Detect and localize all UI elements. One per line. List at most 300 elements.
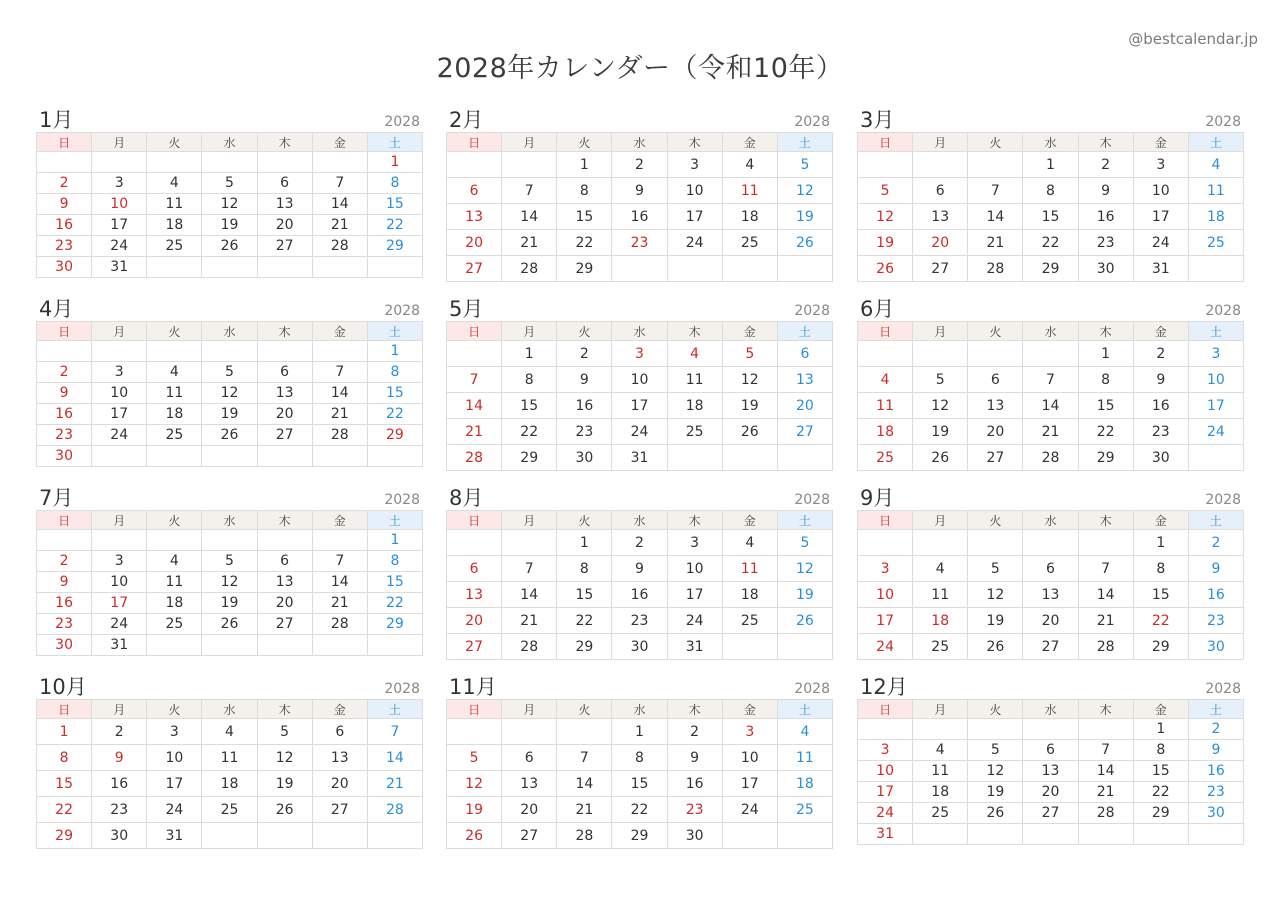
month-table — [446, 699, 833, 849]
day-cell: 17 — [667, 204, 722, 230]
day-cell: 27 — [1023, 803, 1078, 824]
week-row — [37, 446, 423, 467]
weekday-header: 日 — [37, 133, 92, 152]
week-row — [37, 425, 423, 446]
day-cell: 9 — [37, 383, 92, 404]
day-cell: 8 — [367, 173, 422, 194]
day-cell: 27 — [447, 634, 502, 660]
weekday-header: 水 — [612, 700, 667, 719]
week-row — [858, 761, 1244, 782]
week-row — [447, 178, 833, 204]
day-cell: 20 — [257, 215, 312, 236]
day-cell — [367, 635, 422, 656]
week-row — [447, 771, 833, 797]
day-cell: 25 — [1188, 230, 1243, 256]
day-cell: 31 — [858, 824, 913, 845]
day-cell — [147, 635, 202, 656]
day-cell: 11 — [777, 745, 832, 771]
day-cell: 21 — [1078, 608, 1133, 634]
day-cell: 2 — [1133, 341, 1188, 367]
day-cell: 16 — [612, 582, 667, 608]
month-label: 8月 — [449, 486, 484, 510]
weekday-header: 土 — [777, 700, 832, 719]
day-cell: 17 — [612, 393, 667, 419]
day-cell: 8 — [1078, 367, 1133, 393]
day-cell: 19 — [257, 771, 312, 797]
day-cell: 3 — [722, 719, 777, 745]
week-row — [858, 204, 1244, 230]
day-cell: 9 — [1188, 740, 1243, 761]
week-row — [447, 230, 833, 256]
day-cell: 25 — [667, 419, 722, 445]
day-cell: 3 — [667, 530, 722, 556]
weekday-header-row — [447, 700, 833, 719]
day-cell: 7 — [968, 178, 1023, 204]
day-cell: 16 — [1188, 761, 1243, 782]
day-cell: 10 — [858, 582, 913, 608]
day-cell: 16 — [37, 215, 92, 236]
weekday-header: 木 — [257, 133, 312, 152]
day-cell — [202, 823, 257, 849]
day-cell: 28 — [1023, 445, 1078, 471]
day-cell: 4 — [913, 740, 968, 761]
day-cell — [92, 152, 147, 173]
day-cell: 21 — [968, 230, 1023, 256]
week-row — [37, 257, 423, 278]
day-cell: 6 — [312, 719, 367, 745]
weekday-header: 月 — [502, 511, 557, 530]
day-cell: 10 — [1133, 178, 1188, 204]
day-cell: 22 — [1078, 419, 1133, 445]
day-cell: 20 — [968, 419, 1023, 445]
day-cell — [557, 719, 612, 745]
day-cell: 30 — [612, 634, 667, 660]
day-cell — [257, 152, 312, 173]
month-label: 10月 — [39, 675, 87, 699]
day-cell: 5 — [447, 745, 502, 771]
day-cell: 16 — [1133, 393, 1188, 419]
day-cell: 6 — [447, 178, 502, 204]
day-cell: 12 — [777, 178, 832, 204]
day-cell: 10 — [92, 572, 147, 593]
week-row — [37, 236, 423, 257]
day-cell: 4 — [202, 719, 257, 745]
day-cell: 19 — [913, 419, 968, 445]
day-cell — [1023, 341, 1078, 367]
day-cell: 17 — [92, 215, 147, 236]
day-cell: 13 — [913, 204, 968, 230]
day-cell: 23 — [1133, 419, 1188, 445]
weekday-header: 木 — [257, 511, 312, 530]
day-cell: 11 — [667, 367, 722, 393]
month-table — [857, 321, 1244, 471]
weekday-header-row — [858, 322, 1244, 341]
day-cell: 22 — [557, 230, 612, 256]
day-cell: 20 — [1023, 608, 1078, 634]
weekday-header-row — [37, 700, 423, 719]
day-cell: 9 — [92, 745, 147, 771]
day-cell: 27 — [968, 445, 1023, 471]
day-cell: 20 — [257, 404, 312, 425]
weekday-header: 土 — [777, 322, 832, 341]
day-cell: 9 — [612, 178, 667, 204]
weekday-header: 金 — [722, 322, 777, 341]
month-header — [857, 108, 1244, 132]
day-cell: 8 — [1133, 556, 1188, 582]
day-cell: 30 — [1078, 256, 1133, 282]
day-cell: 4 — [722, 152, 777, 178]
month-label: 7月 — [39, 486, 74, 510]
weekday-header: 月 — [913, 511, 968, 530]
day-cell: 8 — [557, 556, 612, 582]
day-cell: 11 — [722, 178, 777, 204]
month-year: 2028 — [384, 303, 420, 319]
week-row — [37, 194, 423, 215]
day-cell: 23 — [612, 608, 667, 634]
day-cell — [202, 530, 257, 551]
day-cell: 26 — [913, 445, 968, 471]
day-cell — [858, 530, 913, 556]
day-cell: 14 — [312, 383, 367, 404]
day-cell — [612, 256, 667, 282]
week-row — [858, 803, 1244, 824]
day-cell: 25 — [858, 445, 913, 471]
weekday-header: 日 — [858, 700, 913, 719]
week-row — [37, 719, 423, 745]
weekday-header: 金 — [312, 133, 367, 152]
day-cell: 12 — [968, 582, 1023, 608]
month-year: 2028 — [794, 303, 830, 319]
day-cell — [858, 152, 913, 178]
week-row — [37, 635, 423, 656]
day-cell: 16 — [37, 404, 92, 425]
weekday-header: 土 — [1188, 511, 1243, 530]
day-cell: 1 — [557, 530, 612, 556]
day-cell: 11 — [202, 745, 257, 771]
day-cell: 8 — [367, 362, 422, 383]
day-cell: 25 — [777, 797, 832, 823]
month-calendar — [857, 675, 1244, 845]
day-cell — [312, 635, 367, 656]
day-cell — [447, 719, 502, 745]
weekday-header-row — [858, 700, 1244, 719]
day-cell: 29 — [557, 256, 612, 282]
weekday-header: 土 — [367, 700, 422, 719]
weekday-header: 月 — [92, 322, 147, 341]
week-row — [37, 551, 423, 572]
day-cell: 15 — [502, 393, 557, 419]
day-cell: 1 — [367, 341, 422, 362]
weekday-header: 火 — [968, 700, 1023, 719]
day-cell: 24 — [1188, 419, 1243, 445]
weekday-header: 水 — [1023, 700, 1078, 719]
day-cell: 21 — [1023, 419, 1078, 445]
day-cell: 9 — [557, 367, 612, 393]
day-cell — [257, 530, 312, 551]
day-cell: 16 — [557, 393, 612, 419]
weekday-header: 水 — [202, 700, 257, 719]
day-cell: 16 — [92, 771, 147, 797]
day-cell — [202, 257, 257, 278]
day-cell: 25 — [722, 608, 777, 634]
day-cell: 20 — [1023, 782, 1078, 803]
day-cell: 17 — [858, 608, 913, 634]
month-calendar — [446, 486, 833, 660]
day-cell: 20 — [777, 393, 832, 419]
month-label: 6月 — [860, 297, 895, 321]
day-cell: 28 — [1078, 634, 1133, 660]
week-row — [858, 740, 1244, 761]
week-row — [858, 582, 1244, 608]
day-cell: 25 — [147, 425, 202, 446]
month-header — [857, 675, 1244, 699]
day-cell — [447, 530, 502, 556]
month-year: 2028 — [794, 492, 830, 508]
weekday-header: 月 — [92, 700, 147, 719]
day-cell — [367, 446, 422, 467]
day-cell: 11 — [1188, 178, 1243, 204]
day-cell: 26 — [447, 823, 502, 849]
week-row — [447, 823, 833, 849]
day-cell: 14 — [1023, 393, 1078, 419]
day-cell: 7 — [502, 178, 557, 204]
day-cell: 30 — [37, 635, 92, 656]
day-cell — [37, 152, 92, 173]
day-cell: 18 — [913, 782, 968, 803]
day-cell: 16 — [37, 593, 92, 614]
day-cell: 5 — [202, 173, 257, 194]
day-cell: 14 — [312, 572, 367, 593]
weekday-header: 月 — [913, 133, 968, 152]
day-cell: 9 — [1133, 367, 1188, 393]
month-label: 11月 — [449, 675, 497, 699]
day-cell: 3 — [667, 152, 722, 178]
day-cell: 10 — [667, 556, 722, 582]
day-cell: 2 — [1078, 152, 1133, 178]
day-cell: 18 — [147, 215, 202, 236]
day-cell — [667, 445, 722, 471]
day-cell: 1 — [1133, 530, 1188, 556]
week-row — [858, 608, 1244, 634]
day-cell: 9 — [37, 194, 92, 215]
weekday-header: 日 — [858, 511, 913, 530]
weekday-header: 金 — [312, 511, 367, 530]
day-cell — [1188, 445, 1243, 471]
day-cell: 28 — [1078, 803, 1133, 824]
weekday-header: 木 — [667, 511, 722, 530]
weekday-header: 土 — [777, 133, 832, 152]
month-label: 1月 — [39, 108, 74, 132]
weekday-header: 土 — [367, 511, 422, 530]
month-calendar — [857, 297, 1244, 471]
day-cell: 5 — [257, 719, 312, 745]
week-row — [447, 445, 833, 471]
day-cell: 21 — [1078, 782, 1133, 803]
weekday-header: 土 — [367, 322, 422, 341]
day-cell: 21 — [367, 771, 422, 797]
day-cell — [1023, 824, 1078, 845]
day-cell: 16 — [1188, 582, 1243, 608]
day-cell: 2 — [1188, 719, 1243, 740]
day-cell: 26 — [202, 425, 257, 446]
day-cell: 22 — [1023, 230, 1078, 256]
day-cell: 23 — [1078, 230, 1133, 256]
day-cell: 23 — [557, 419, 612, 445]
day-cell: 25 — [913, 634, 968, 660]
day-cell: 15 — [557, 204, 612, 230]
day-cell: 4 — [667, 341, 722, 367]
day-cell — [722, 256, 777, 282]
day-cell: 15 — [367, 194, 422, 215]
day-cell: 4 — [147, 362, 202, 383]
day-cell — [968, 341, 1023, 367]
day-cell — [777, 256, 832, 282]
weekday-header: 月 — [913, 322, 968, 341]
weekday-header: 日 — [37, 511, 92, 530]
week-row — [858, 782, 1244, 803]
month-year: 2028 — [1205, 681, 1241, 697]
week-row — [37, 593, 423, 614]
day-cell — [1078, 824, 1133, 845]
day-cell: 18 — [722, 582, 777, 608]
day-cell: 2 — [37, 362, 92, 383]
day-cell: 12 — [722, 367, 777, 393]
weekday-header: 土 — [1188, 322, 1243, 341]
day-cell: 29 — [367, 236, 422, 257]
day-cell: 31 — [667, 634, 722, 660]
week-row — [858, 152, 1244, 178]
day-cell — [777, 445, 832, 471]
month-header — [36, 297, 423, 321]
day-cell: 17 — [92, 593, 147, 614]
day-cell: 2 — [612, 152, 667, 178]
day-cell: 17 — [147, 771, 202, 797]
day-cell: 24 — [147, 797, 202, 823]
week-row — [858, 256, 1244, 282]
week-row — [447, 341, 833, 367]
day-cell — [312, 530, 367, 551]
month-year: 2028 — [1205, 492, 1241, 508]
day-cell: 22 — [612, 797, 667, 823]
day-cell: 13 — [257, 383, 312, 404]
day-cell: 18 — [913, 608, 968, 634]
month-calendar — [36, 675, 423, 849]
week-row — [447, 256, 833, 282]
month-table — [36, 132, 423, 278]
day-cell: 27 — [447, 256, 502, 282]
day-cell: 25 — [202, 797, 257, 823]
day-cell: 27 — [777, 419, 832, 445]
day-cell: 6 — [777, 341, 832, 367]
day-cell: 5 — [913, 367, 968, 393]
week-row — [37, 614, 423, 635]
weekday-header: 木 — [1078, 322, 1133, 341]
day-cell: 1 — [37, 719, 92, 745]
day-cell: 24 — [1133, 230, 1188, 256]
weekday-header: 木 — [1078, 511, 1133, 530]
month-calendar — [446, 297, 833, 471]
week-row — [858, 445, 1244, 471]
day-cell: 2 — [92, 719, 147, 745]
month-calendar — [857, 108, 1244, 282]
day-cell: 13 — [257, 572, 312, 593]
day-cell — [968, 152, 1023, 178]
day-cell — [312, 446, 367, 467]
day-cell: 31 — [147, 823, 202, 849]
weekday-header: 金 — [1133, 133, 1188, 152]
day-cell: 13 — [968, 393, 1023, 419]
day-cell: 7 — [312, 173, 367, 194]
day-cell — [202, 635, 257, 656]
weekday-header: 土 — [1188, 133, 1243, 152]
day-cell — [147, 152, 202, 173]
day-cell: 29 — [367, 425, 422, 446]
day-cell: 1 — [557, 152, 612, 178]
day-cell: 23 — [37, 236, 92, 257]
week-row — [858, 178, 1244, 204]
month-label: 2月 — [449, 108, 484, 132]
day-cell: 24 — [92, 614, 147, 635]
week-row — [37, 152, 423, 173]
weekday-header: 水 — [202, 511, 257, 530]
week-row — [447, 797, 833, 823]
day-cell: 14 — [1078, 582, 1133, 608]
day-cell: 21 — [447, 419, 502, 445]
day-cell: 3 — [92, 362, 147, 383]
week-row — [447, 367, 833, 393]
day-cell — [502, 152, 557, 178]
day-cell — [257, 823, 312, 849]
day-cell: 22 — [557, 608, 612, 634]
week-row — [447, 393, 833, 419]
day-cell: 9 — [612, 556, 667, 582]
day-cell: 13 — [1023, 761, 1078, 782]
day-cell: 9 — [37, 572, 92, 593]
week-row — [37, 797, 423, 823]
day-cell: 7 — [1078, 740, 1133, 761]
day-cell: 19 — [858, 230, 913, 256]
day-cell: 2 — [37, 551, 92, 572]
month-label: 5月 — [449, 297, 484, 321]
month-table — [857, 510, 1244, 660]
day-cell: 26 — [777, 230, 832, 256]
day-cell: 7 — [557, 745, 612, 771]
day-cell: 12 — [777, 556, 832, 582]
day-cell: 7 — [312, 362, 367, 383]
weekday-header: 水 — [202, 322, 257, 341]
day-cell: 27 — [1023, 634, 1078, 660]
day-cell: 21 — [312, 593, 367, 614]
day-cell: 6 — [968, 367, 1023, 393]
day-cell: 3 — [92, 173, 147, 194]
week-row — [447, 204, 833, 230]
weekday-header: 日 — [447, 511, 502, 530]
day-cell: 1 — [1078, 341, 1133, 367]
day-cell: 22 — [37, 797, 92, 823]
month-header — [857, 486, 1244, 510]
day-cell: 2 — [557, 341, 612, 367]
month-table — [446, 321, 833, 471]
day-cell: 14 — [502, 582, 557, 608]
day-cell — [858, 341, 913, 367]
day-cell: 10 — [92, 194, 147, 215]
weekday-header: 木 — [1078, 700, 1133, 719]
weekday-header: 火 — [557, 322, 612, 341]
day-cell: 18 — [147, 404, 202, 425]
day-cell: 8 — [37, 745, 92, 771]
day-cell: 8 — [557, 178, 612, 204]
weekday-header: 火 — [968, 511, 1023, 530]
